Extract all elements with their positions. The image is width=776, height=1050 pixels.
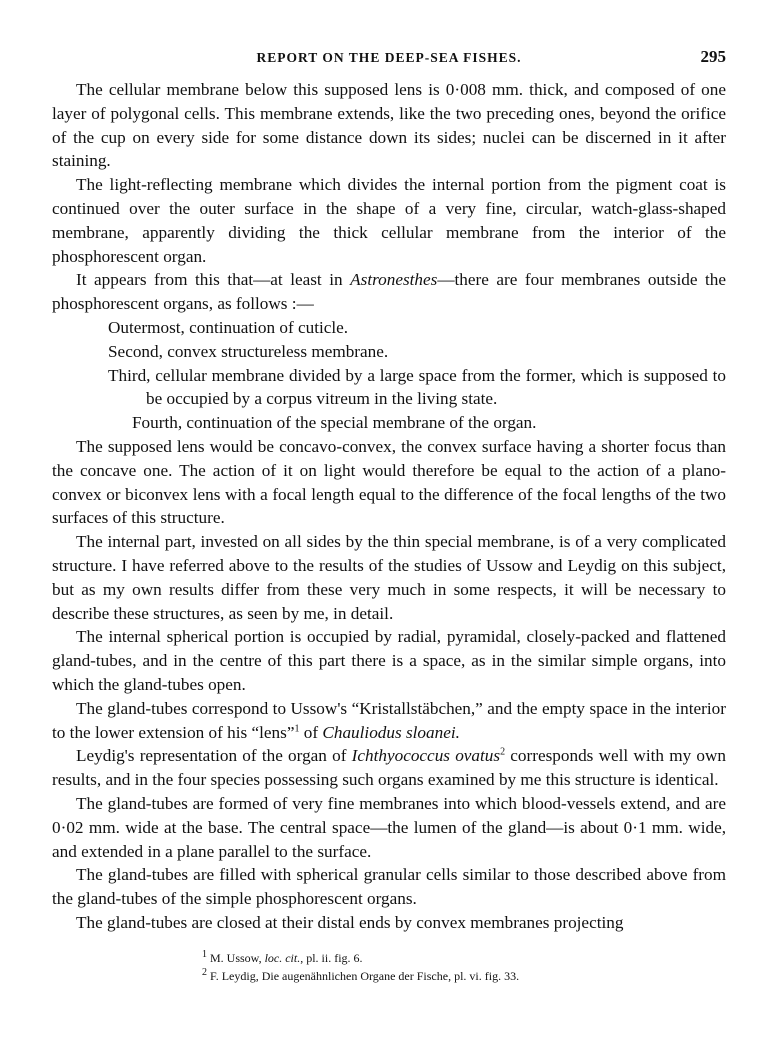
footnotes [52, 949, 726, 985]
species-ichthyococcus-ovatus: Ichthyococcus ovatus [351, 746, 501, 766]
paragraph-8-text-a: Leydig's representation of the organ of [76, 746, 352, 766]
footnote-1-loc-cit: loc. cit. [264, 950, 301, 965]
paragraph-3-text-a: It appears from this that—at least in [76, 270, 351, 290]
membrane-list-item-4: Fourth, continuation of the special membrane of the organ. [132, 413, 537, 433]
paragraph-5: The internal part, invested on all sides by the thin special membrane, is of a very complicated structure. I have referred above to the results of the studies of Ussow and Leydig on this subject, but as my own results differ from these very much in some respects, it will be necessary to describe these structures, as seen by me, in detail. [52, 532, 726, 623]
footnote-ref-1: 1 [294, 722, 300, 734]
footnote-1-text-b: , pl. ii. fig. 6. [300, 950, 363, 965]
paragraph-3-text-b: —there are four membranes outside the phosphorescent organs, as follows :— [52, 270, 726, 314]
document-page [52, 40, 726, 985]
paragraph-2: The light-reflecting membrane which divides the internal portion from the pigment coat is continued over the outer surface in the shape of a very fine, circular, watch-glass-shaped membrane, apparently dividing the thick cellular membrane from the interior of the phosphorescent organ. [52, 175, 726, 266]
paragraph-3 [52, 268, 726, 316]
paragraph-6: The internal spherical portion is occupied by radial, pyramidal, closely-packed and flattened gland-tubes, and in the centre of this part there is a space, as in the similar simple organs, into which the gland-tubes open. [52, 627, 726, 694]
paragraph-7-text-b: of [299, 722, 323, 742]
footnote-1-text-a: M. Ussow, [207, 950, 265, 965]
page-header [52, 40, 726, 78]
genus-astronesthes: Astronesthes [350, 270, 438, 290]
paragraph-1: The cellular membrane below this supposed lens is 0·008 mm. thick, and composed of one layer of polygonal cells. This membrane extends, like the two preceding ones, beyond the orifice of the cup on every side for some distance down its sides; nuclei can be discerned in it after staining. [52, 80, 726, 171]
footnote-2-text: F. Leydig, Die augenähnlichen Organe der Fische, pl. vi. fig. 33. [207, 968, 520, 983]
footnote-1-number: 1 [202, 948, 207, 960]
species-chauliodus-sloanei: Chauliodus sloanei. [322, 722, 460, 742]
footnote-ref-2: 2 [500, 746, 506, 758]
paragraph-8 [52, 744, 726, 792]
paragraph-7-text-a: The gland-tubes correspond to Ussow's “Kristallstäbchen,” and the empty space in the interior to the lower extension of his “lens” [52, 698, 726, 742]
footnote-1 [202, 949, 726, 967]
paragraph-9: The gland-tubes are formed of very fine membranes into which blood-vessels extend, and are 0·02 mm. wide at the base. The central space—the lumen of the gland—is about 0·1 mm. wide, and extended in a plane parallel to the surface. [52, 793, 726, 861]
paragraph-7 [52, 697, 726, 745]
paragraph-10: The gland-tubes are filled with spherical granular cells similar to those described above from the gland-tubes of the simple phosphorescent organs. [52, 865, 726, 909]
paragraph-4: The supposed lens would be concavo-convex, the convex surface having a shorter focus than the concave one. The action of it on light would therefore be equal to the action of a plano-convex or biconvex lens with a focal length equal to the difference of the focal lengths of the two surfaces of this structure. [52, 436, 726, 528]
footnote-2 [202, 967, 726, 985]
membrane-list-item-2: Second, convex structureless membrane. [108, 341, 389, 361]
running-title: REPORT ON THE DEEP-SEA FISHES. [256, 50, 522, 65]
membrane-list-item-1: Outermost, continuation of cuticle. [108, 317, 349, 337]
footnote-2-number: 2 [202, 966, 207, 978]
paragraph-8-text-b: corresponds well with my own results, and in the four species possessing such organs examined by me this structure is identical. [52, 746, 726, 790]
body-text [52, 78, 726, 935]
paragraph-11: The gland-tubes are closed at their distal ends by convex membranes projecting [76, 912, 624, 932]
page-number: 295 [700, 47, 726, 66]
membrane-list-item-3: Third, cellular membrane divided by a large space from the former, which is supposed to be occupied by a corpus vitreum in the living state. [108, 365, 726, 409]
